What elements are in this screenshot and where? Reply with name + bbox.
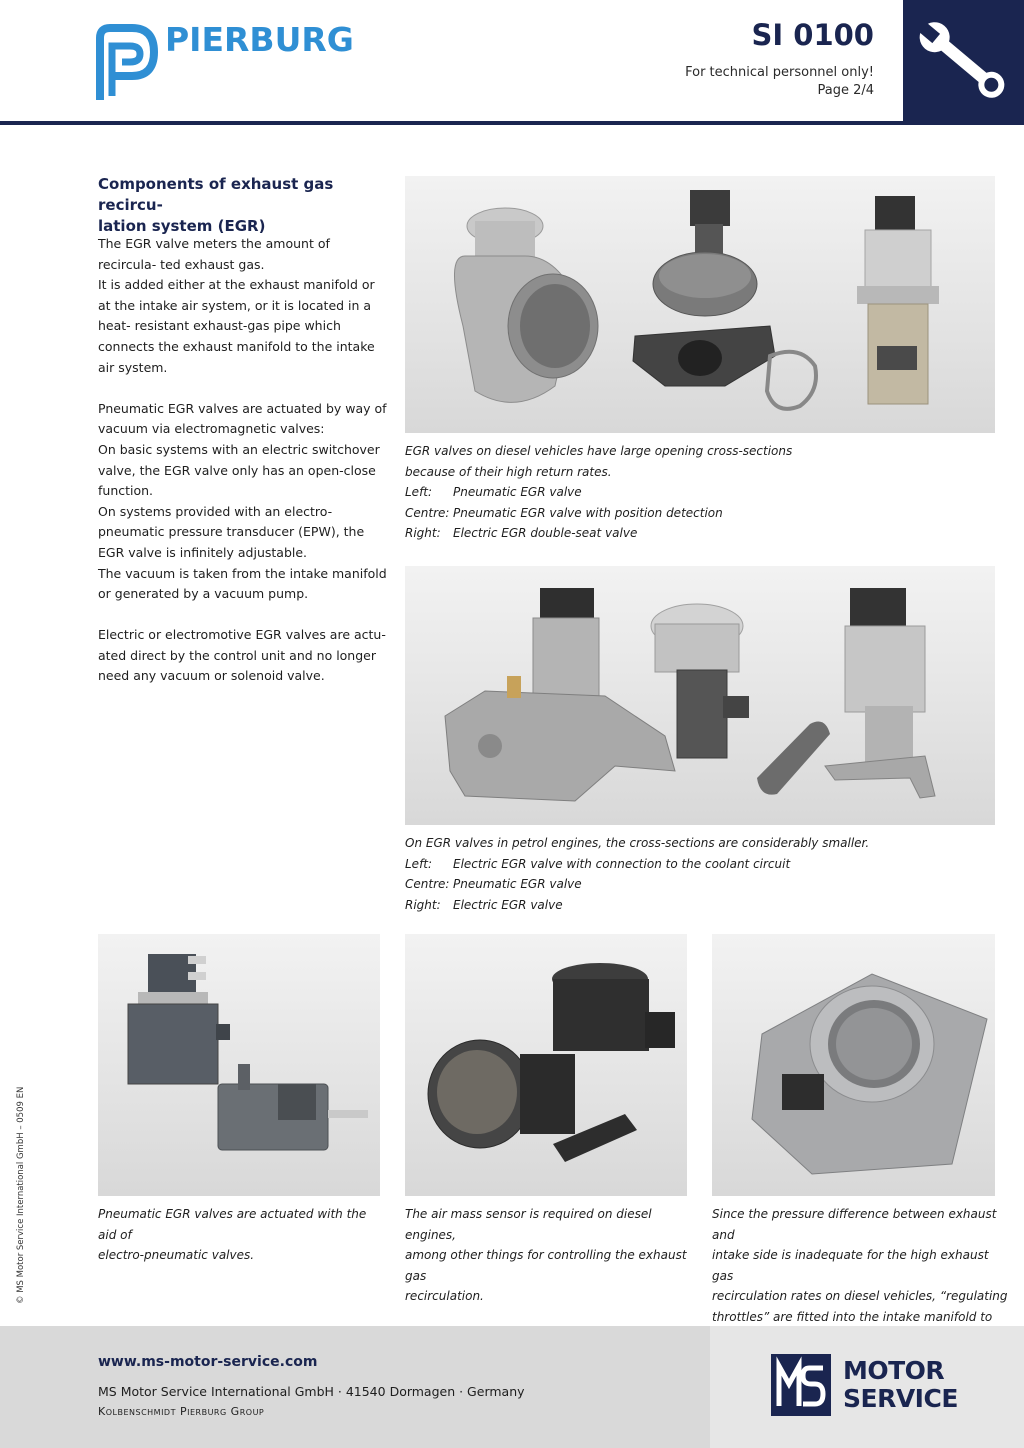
caption-line: On EGR valves in petrol engines, the cross-sections are considerably smaller.	[405, 836, 870, 850]
caption-row	[405, 874, 995, 895]
paragraph-text: It is added either at the exhaust manifold or at the intake air system, or it is located in a heat- resistant exhaust-gas pipe which connects the exhaust manifold to the intake air system.	[98, 277, 375, 375]
company-group: Kolbenschmidt Pierburg Group	[98, 1405, 265, 1418]
paragraph-text: Electric or electromotive EGR valves are actu- ated direct by the control unit and no longer need any vacuum or solenoid valve.	[98, 627, 386, 684]
photo-regulating-throttle	[712, 934, 995, 1196]
heading-line: lation system (EGR)	[98, 217, 266, 235]
caption-row	[405, 895, 995, 916]
photo-electro-pneumatic-valves	[98, 934, 380, 1196]
caption-key: Centre:	[405, 877, 450, 892]
caption-line: The air mass sensor is required on diesel engines,	[405, 1207, 652, 1242]
pierburg-logo-icon	[96, 24, 158, 100]
motor-service-word-bottom: SERVICE	[843, 1384, 958, 1413]
wrench-icon	[917, 10, 1009, 112]
photo-petrol-egr-valves	[405, 566, 995, 825]
photo-air-mass-sensor	[405, 934, 687, 1196]
brand-name: PIERBURG	[165, 20, 354, 59]
paragraph-text: The vacuum is taken from the intake manifold or generated by a vacuum pump.	[98, 565, 387, 602]
caption-value: Electric EGR double-seat valve	[453, 526, 638, 541]
caption-air-mass-sensor	[405, 1204, 695, 1307]
website-link[interactable]: www.ms-motor-service.com	[98, 1354, 318, 1370]
caption-key: Left:	[405, 856, 433, 871]
paragraph-text: The EGR valve meters the amount of recircula- ted exhaust gas.	[98, 236, 330, 272]
caption-row	[405, 854, 995, 875]
caption-row	[405, 503, 995, 524]
caption-key: Centre:	[405, 505, 450, 520]
caption-petrol-egr	[405, 833, 995, 915]
caption-key: Left:	[405, 485, 433, 500]
body-text	[98, 234, 388, 687]
copyright-note: © MS Motor Service International GmbH – 0509 EN	[16, 1086, 26, 1304]
ms-logo-icon	[771, 1354, 831, 1416]
caption-value: Electric EGR valve	[453, 897, 563, 912]
paragraph-text: On systems provided with an electro-pneumatic pressure transducer (EPW), the EGR valve is infinitely adjustable.	[98, 503, 365, 560]
page-footer	[0, 1326, 1024, 1448]
page-number: Page 2/4	[817, 83, 874, 98]
paragraph-text: Pneumatic EGR valves are actuated by way of vacuum via electromagnetic valves:	[98, 400, 387, 437]
tool-box	[903, 0, 1024, 122]
caption-key: Right:	[405, 897, 441, 912]
header-rule	[0, 121, 1024, 125]
document-note	[685, 64, 874, 100]
caption-line: because of their high return rates.	[405, 464, 612, 479]
caption-line: recirculation rates on diesel vehicles, “regulating	[712, 1289, 1008, 1304]
document-id: SI 0100	[751, 18, 874, 52]
caption-value: Pneumatic EGR valve	[453, 485, 582, 500]
caption-electro-pneumatic	[98, 1204, 388, 1266]
caption-line: recirculation.	[405, 1289, 484, 1304]
photo-diesel-egr-valves	[405, 176, 995, 433]
caption-line: among other things for controlling the exhaust gas	[405, 1248, 687, 1283]
caption-diesel-egr	[405, 441, 995, 544]
page-header	[0, 0, 1024, 124]
caption-value: Pneumatic EGR valve	[453, 877, 582, 892]
caption-value: Pneumatic EGR valve with position detection	[453, 505, 723, 520]
caption-line: electro-pneumatic valves.	[98, 1248, 255, 1263]
audience-note: For technical personnel only!	[685, 65, 874, 80]
caption-line: EGR valves on diesel vehicles have large opening cross-sections	[405, 444, 793, 458]
section-heading	[98, 174, 378, 237]
paragraph	[98, 625, 388, 687]
caption-line: intake side is inadequate for the high exhaust gas	[712, 1248, 989, 1283]
caption-row	[405, 482, 995, 503]
heading-line: Components of exhaust gas recircu-	[98, 175, 334, 214]
paragraph-text: On basic systems with an electric switchover valve, the EGR valve only has an open-close function.	[98, 441, 380, 499]
caption-key: Right:	[405, 526, 441, 541]
caption-line: Since the pressure difference between exhaust and	[712, 1207, 997, 1242]
paragraph	[98, 399, 388, 605]
motor-service-word-top: MOTOR	[843, 1356, 945, 1385]
caption-value: Electric EGR valve with connection to the coolant circuit	[453, 856, 791, 871]
paragraph	[98, 234, 388, 378]
caption-line: throttles” are fitted into the intake manifold to	[712, 1309, 993, 1324]
caption-row	[405, 523, 995, 544]
caption-line: Pneumatic EGR valves are actuated with the aid of	[98, 1207, 367, 1242]
company-address: MS Motor Service International GmbH · 41540 Dormagen · Germany	[98, 1384, 525, 1399]
